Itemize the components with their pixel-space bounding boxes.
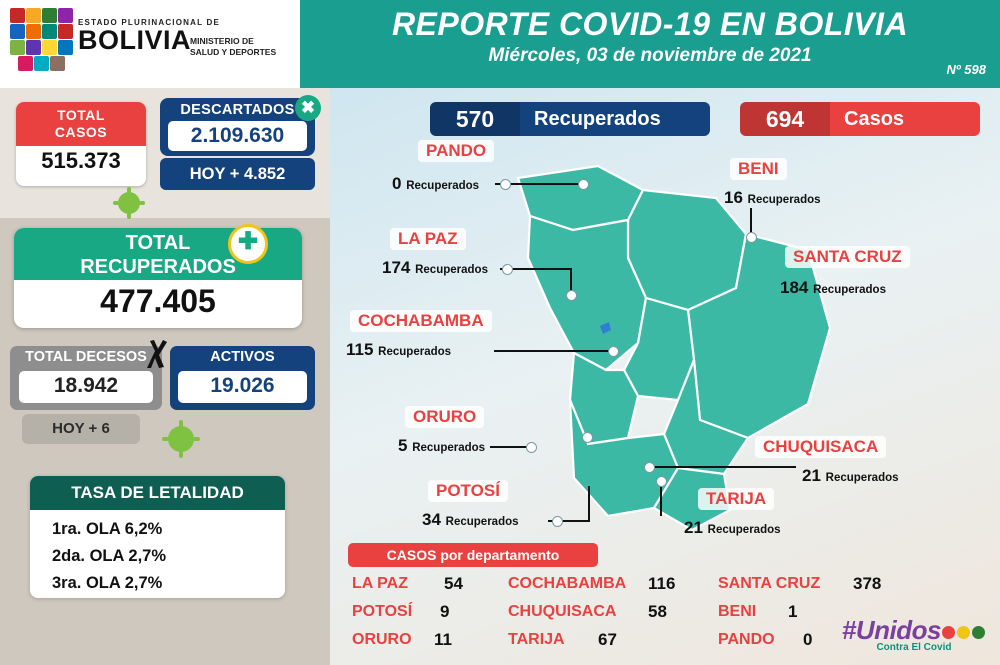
- total-recovered-value: 477.405: [100, 283, 216, 319]
- cases-dep-santa-cruz: SANTA CRUZ: [718, 575, 821, 592]
- fatality-rate-row-1: 1ra. OLA 6,2%: [52, 520, 163, 538]
- cases-dep-beni: BENI: [718, 603, 757, 620]
- cases-val-oruro: 11: [434, 630, 452, 649]
- dept-value-la-paz: 174 Recuperados: [382, 258, 488, 277]
- ministry-line-2: SALUD Y DEPORTES: [190, 47, 277, 57]
- stats-sidebar: [0, 88, 330, 665]
- dept-label-cochabamba: COCHABAMBA: [350, 310, 492, 332]
- recovered-summary-number: 570: [430, 102, 520, 136]
- logo-dot-yellow: [957, 626, 970, 639]
- cases-dep-tarija: TARIJA: [508, 631, 565, 648]
- map-panel: [330, 88, 1000, 665]
- dept-label-potosi: POTOSÍ: [428, 480, 508, 502]
- government-name-big: BOLIVIA: [78, 25, 192, 55]
- unidos-logo: [842, 615, 986, 653]
- unidos-logo-line-1: #Unidos: [842, 615, 986, 646]
- cases-dep-pando: PANDO: [718, 631, 775, 648]
- total-cases-value: 515.373: [41, 148, 121, 173]
- government-name-small: ESTADO PLURINACIONAL DE: [78, 18, 220, 27]
- report-title-block: [300, 6, 1000, 67]
- cases-val-pando: 0: [803, 630, 813, 649]
- total-deaths-label: TOTAL DECESOS: [25, 349, 147, 365]
- logo-dot-green: [972, 626, 985, 639]
- report-number: Nº 598: [946, 62, 986, 77]
- map-dot-beni: [746, 232, 757, 243]
- discarded-value: 2.109.630: [190, 124, 285, 147]
- dept-value-tarija: 21 Recuperados: [684, 518, 781, 537]
- virus-icon-2: [168, 426, 194, 452]
- cases-dep-la-paz: LA PAZ: [352, 575, 408, 592]
- cases-dep-potosi: POTOSÍ: [352, 603, 413, 620]
- map-dot-pando: [500, 179, 511, 190]
- total-recovered-label: TOTAL RECUPERADOS: [14, 228, 302, 280]
- map-dot-la-paz-2: [566, 290, 577, 301]
- cases-dep-cochabamba: COCHABAMBA: [508, 575, 627, 592]
- page-title: REPORTE COVID-19 EN BOLIVIA: [391, 6, 909, 42]
- header-brand-block: [0, 0, 300, 88]
- mourning-ribbon-icon: [140, 339, 170, 369]
- unidos-logo-line-2: Contra El Covid: [876, 642, 952, 653]
- cases-val-cochabamba: 116: [648, 574, 676, 593]
- dept-value-chuquisaca: 21 Recuperados: [802, 466, 899, 485]
- cases-val-potosi: 9: [440, 602, 450, 621]
- active-cases-value: 19.026: [210, 374, 275, 397]
- cases-val-la-paz: 54: [444, 574, 463, 593]
- dept-label-la-paz: LA PAZ: [390, 228, 466, 250]
- dept-value-potosi: 34 Recuperados: [422, 510, 519, 529]
- virus-icon: [118, 192, 140, 214]
- cases-val-santa-cruz: 378: [853, 574, 882, 593]
- dept-value-pando: 0 Recuperados: [392, 174, 480, 193]
- leader-line-chuquisaca: [648, 466, 796, 468]
- cases-dep-chuquisaca: CHUQUISACA: [508, 603, 617, 620]
- discarded-label: DESCARTADOS: [180, 102, 295, 118]
- cases-summary-label: Casos: [844, 107, 905, 130]
- map-dot-chuquisaca: [644, 462, 655, 473]
- cases-by-department-title: CASOS por departamento: [348, 543, 598, 567]
- bolivia-coat-of-arms-icon: [10, 8, 72, 78]
- cases-val-tarija: 67: [598, 630, 617, 649]
- deaths-today-value: HOY + 6: [22, 414, 140, 444]
- fatality-rate-title: TASA DE LETALIDAD: [30, 476, 285, 510]
- cases-summary-pill: [740, 102, 980, 136]
- dept-label-chuquisaca: CHUQUISACA: [755, 436, 886, 458]
- cases-dep-oruro: ORURO: [352, 631, 412, 648]
- leader-line-potosi-2: [588, 486, 590, 521]
- total-cases-card: [16, 102, 146, 186]
- map-dot-la-paz: [502, 264, 513, 275]
- dept-value-santa-cruz: 184 Recuperados: [780, 278, 886, 297]
- map-dot-cochabamba: [608, 346, 619, 357]
- fatality-rate-row-3: 3ra. OLA 2,7%: [52, 574, 163, 592]
- recovered-summary-pill: [430, 102, 710, 136]
- discarded-card: [160, 98, 315, 156]
- total-deaths-value: 18.942: [53, 374, 119, 397]
- dept-label-oruro: ORURO: [405, 406, 484, 428]
- map-dot-tarija: [656, 476, 667, 487]
- dept-label-beni: BENI: [730, 158, 787, 180]
- recovered-summary-label: Recuperados: [534, 107, 661, 130]
- page-header: [0, 0, 1000, 88]
- cases-val-chuquisaca: 58: [648, 602, 667, 621]
- discarded-today-value: HOY + 4.852: [160, 158, 315, 190]
- map-dot-potosi: [552, 516, 563, 527]
- close-x-icon: ✖: [295, 95, 321, 121]
- logo-dot-red: [942, 626, 955, 639]
- total-cases-label: TOTAL CASOS: [16, 102, 146, 146]
- fatality-rate-row-2: 2da. OLA 2,7%: [52, 547, 167, 565]
- plus-icon: ✚: [228, 224, 268, 264]
- dept-value-beni: 16 Recuperados: [724, 188, 821, 207]
- dept-label-santa-cruz: SANTA CRUZ: [785, 246, 910, 268]
- report-date: Miércoles, 03 de noviembre de 2021: [488, 45, 812, 66]
- active-cases-card: [170, 346, 315, 410]
- cases-summary-number: 694: [740, 102, 830, 136]
- map-dot-oruro: [526, 442, 537, 453]
- fatality-rate-card: [30, 476, 285, 598]
- map-dot-pando-2: [578, 179, 589, 190]
- dept-label-tarija: TARIJA: [698, 488, 774, 510]
- map-region-la-paz: [528, 216, 646, 370]
- ministry-name: [190, 36, 276, 58]
- dept-label-pando: PANDO: [418, 140, 494, 162]
- cases-val-beni: 1: [788, 602, 798, 621]
- active-cases-label: ACTIVOS: [210, 349, 275, 365]
- ministry-line-1: MINISTERIO DE: [190, 36, 254, 46]
- map-dot-oruro-2: [582, 432, 593, 443]
- leader-line-cochabamba: [494, 350, 614, 352]
- dept-value-cochabamba: 115 Recuperados: [346, 340, 452, 359]
- dept-value-oruro: 5 Recuperados: [398, 436, 486, 455]
